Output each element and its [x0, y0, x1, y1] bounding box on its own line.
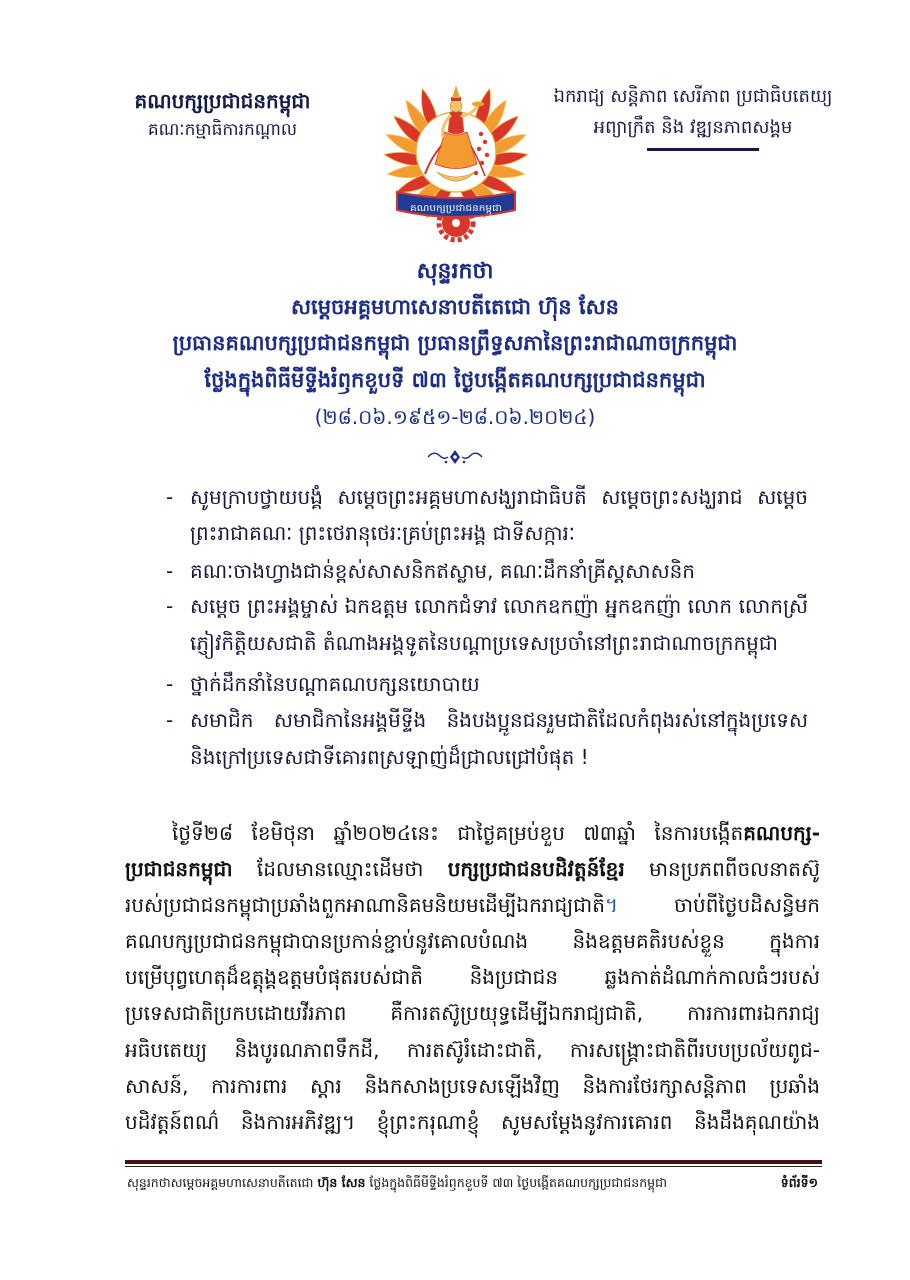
body-text-segment: គណបក្សប្រជាជនកម្ពុជាបានប្រកាន់ខ្ជាប់នូវគោលបំណង និងឧត្តមគតិរបស់ខ្លួន ក្នុងការ [125, 929, 820, 953]
logo-banner-text: គណបក្សប្រជាជនកម្ពុជា [410, 204, 490, 214]
party-name: គណបក្សប្រជាជនកម្ពុជា [134, 89, 311, 113]
footer-caption [127, 1172, 727, 1194]
body-text-segment: ដែលមានឈ្មោះដើមថា [232, 857, 448, 881]
speaker-positions: ប្រធានគណបក្សប្រជាជនកម្ពុជា ប្រធានព្រឹទ្ធសភានៃព្រះរាជាណាចក្រកម្ពុជា [172, 331, 738, 355]
salutation-item-5-line-2: និងក្រៅប្រទេសជាទីគោរពស្រឡាញ់ដ៏ជ្រាលជ្រៅបំផុត ! [190, 745, 589, 769]
body-line-2 [125, 852, 820, 886]
pen-mark: ។ [604, 893, 619, 917]
anniversary-dates: (២៨.០៦.១៩៥១-២៨.០៦.២០២៤) [314, 405, 596, 429]
salutation-item-1-line-1: សូមក្រាបថ្វាយបង្គំ សម្តេចព្រះអគ្គមហាសង្ឃរាជាធិបតី សម្តេចព្រះសង្ឃរាជ សម្តេច [190, 485, 808, 509]
body-text-segment: អធិបតេយ្យ និងបូរណភាពទឹកដី, ការតស៊ូរំដោះជាតិ, ការសង្គ្រោះជាតិពីរបបប្រល័យពូជ- [125, 1038, 820, 1062]
salutation-item-4-line-1: ថ្នាក់ដឹកនាំនៃបណ្តាគណបក្សនយោបាយ [190, 672, 480, 696]
list-bullet: - [166, 559, 174, 583]
list-bullet: - [166, 672, 174, 696]
body-bold-term: គណបក្ស- [743, 821, 820, 845]
body-line-3 [125, 888, 820, 922]
body-line-7 [125, 1033, 820, 1067]
national-motto-line-1: ឯករាជ្យ សន្តិភាព សេរីភាព ប្រជាធិបតេយ្យ [553, 86, 833, 107]
body-text-segment: បដិវត្តន៍ពណ៌ និងការអភិវឌ្ឍ។ ខ្ញុំព្រះករុណាខ្ញុំ សូមសម្តែងនូវការគោរព និងដឹងគុណយ៉ាង [125, 1110, 820, 1134]
body-text-segment: មានប្រភពពីចលនាតស៊ូ [624, 857, 821, 881]
scroll-ornament-icon [425, 447, 485, 467]
body-text-segment: សាសន៍, ការការពារ ស្តារ និងកសាងប្រទេសឡើងវិញ និងការថែរក្សាសន្តិភាព ប្រឆាំង [125, 1074, 820, 1098]
body-bold-term: បក្សប្រជាជនបដិវត្តន៍ខ្មែរ [447, 857, 625, 881]
footer-rule [125, 1160, 822, 1164]
list-bullet: - [166, 594, 174, 618]
salutation-item-2-line-1: គណៈចាងហ្វាងជាន់ខ្ពស់សាសនិកឥស្លាម, គណៈដឹកនាំគ្រីស្តសាសនិក [190, 559, 695, 583]
body-line-5 [125, 960, 820, 994]
body-line-1 [172, 816, 820, 850]
cpp-emblem-icon [381, 76, 531, 244]
salutation-item-1-line-2: ព្រះរាជាគណៈ ព្រះថេរានុថេរៈគ្រប់ព្រះអង្គ ជាទីសក្ការៈ [190, 521, 575, 545]
body-line-8 [125, 1069, 820, 1103]
body-line-4 [125, 924, 820, 958]
body-line-6 [125, 996, 820, 1030]
document-heading: សុន្ទរកថា [416, 259, 494, 284]
national-motto-line-2: អព្យាក្រឹត និង វឌ្ឍនភាពសង្គម [593, 117, 793, 138]
committee-name: គណៈកម្មាធិការកណ្តាល [147, 120, 298, 140]
speech-occasion: ថ្លែងក្នុងពិធីមីទ្ទីងរំឭកខួបទី ៧៣ ថ្ងៃបង្កើតគណបក្សប្រជាជនកម្ពុជា [204, 368, 706, 392]
list-bullet: - [166, 708, 174, 732]
body-text-segment: របស់ប្រជាជនកម្ពុជាប្រឆាំងពួកអាណានិគមនិយមដើម្បីឯករាជ្យជាតិ [125, 893, 605, 917]
body-text-segment: ចាប់ពីថ្ងៃបដិសន្ធិមក [618, 893, 820, 917]
page-number: ទំព័រទី១ [780, 1175, 818, 1190]
footer-rule-thin [125, 1166, 822, 1167]
motto-underline [647, 148, 759, 151]
footer-text: សុន្ទរកថាសម្តេចអគ្គមហាសេនាបតីតេជោ [127, 1175, 318, 1190]
list-bullet: - [166, 485, 174, 509]
body-line-9 [125, 1105, 820, 1139]
body-bold-term: ប្រជាជនកម្ពុជា [125, 857, 233, 881]
body-text-segment: ថ្ងៃទី២៨ ខែមិថុនា ឆ្នាំ២០២៤នេះ ជាថ្ងៃគម្រប់ខួប ៧៣ឆ្នាំ នៃការបង្កើត [172, 821, 744, 845]
body-text-segment: ប្រទេសជាតិប្រកបដោយវីរភាព គឺការតស៊ូប្រយុទ្ធដើម្បីឯករាជ្យជាតិ, ការការពារឯករាជ្យ [125, 1001, 820, 1025]
body-text-segment: បម្រើបុព្វហេតុដ៏ឧត្តុង្គឧត្តមបំផុតរបស់ជាតិ និងប្រជាជន ឆ្លងកាត់ដំណាក់កាលធំៗរបស់ [125, 965, 820, 989]
footer-text: ថ្លែងក្នុងពិធីមីទ្ទីងរំឭកខួបទី ៧៣ ថ្ងៃបង្កើតគណបក្សប្រជាជនកម្ពុជា [365, 1175, 667, 1190]
salutation-item-5-line-1: សមាជិក សមាជិកានៃអង្គមីទ្ទីង និងបងប្អូនជនរួមជាតិដែលកំពុងរស់នៅក្នុងប្រទេស [190, 708, 808, 732]
speaker-name: សម្តេចអគ្គមហាសេនាបតីតេជោ ហ៊ុន សែន [291, 295, 619, 319]
salutation-item-3-line-2: ភ្ញៀវកិត្តិយសជាតិ តំណាងអង្គទូតនៃបណ្តាប្រទេសប្រចាំនៅព្រះរាជាណាចក្រកម្ពុជា [190, 631, 778, 655]
footer-speaker-name: ហ៊ុន សែន [317, 1175, 366, 1190]
salutation-item-3-line-1: សម្តេច ព្រះអង្គម្ចាស់ ឯកឧត្តម លោកជំទាវ លោកឧកញ៉ា អ្នកឧកញ៉ា លោក លោកស្រី [190, 594, 808, 618]
